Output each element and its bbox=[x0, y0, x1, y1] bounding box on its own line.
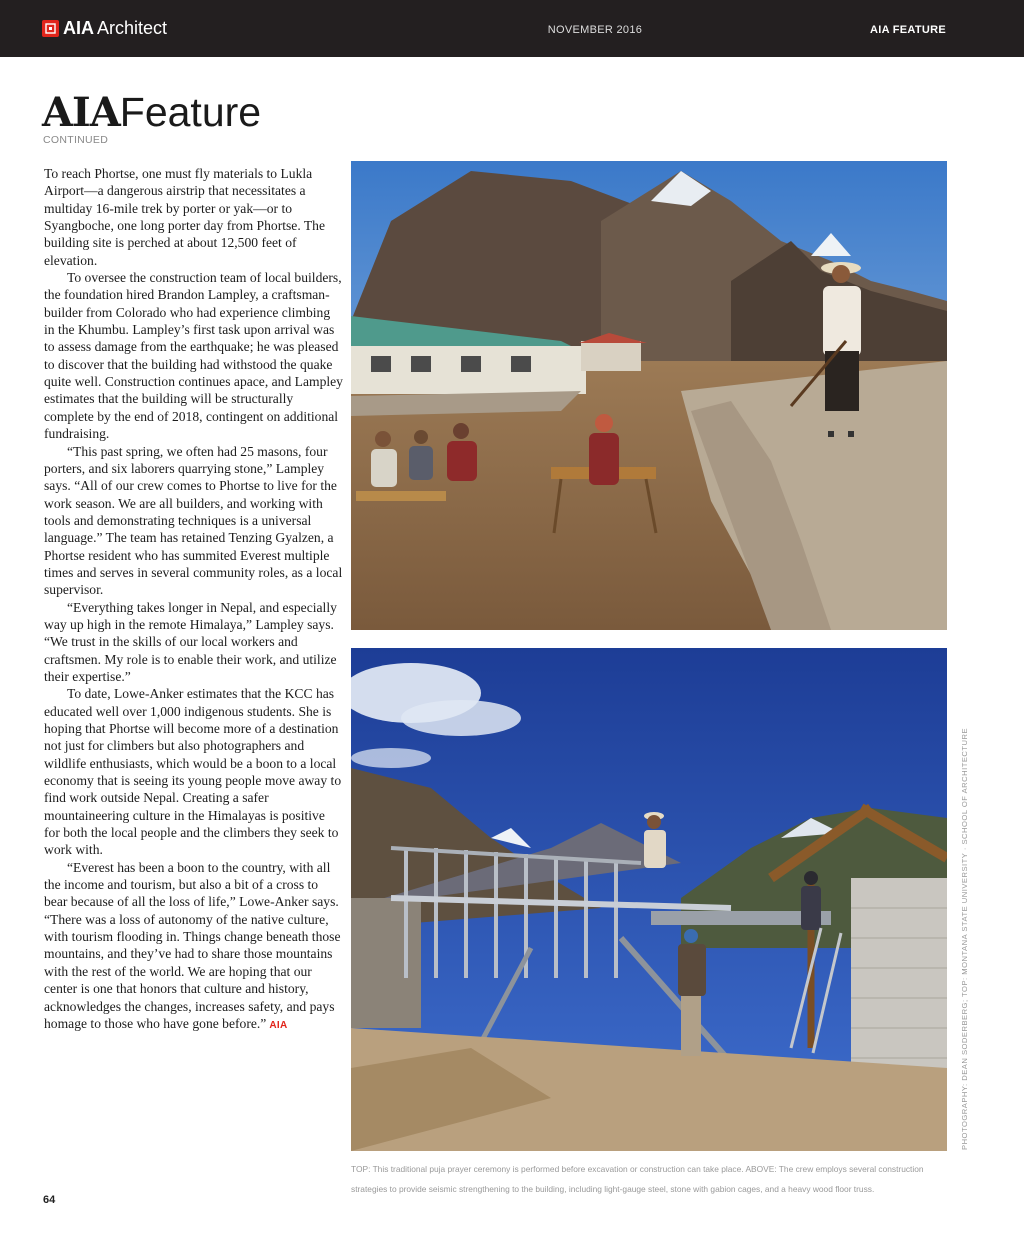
brand-aia: AIA bbox=[63, 17, 94, 38]
article-paragraph: To reach Phortse, one must fly materials to Lukla Airport—a dangerous airstrip that necessitates a multiday 16-mile trek by porter or yak—or to Syangboche, one long porter day from Phortse. The building site is perched at about 12,500 feet of elevation. bbox=[44, 166, 326, 268]
issue-date: NOVEMBER 2016 bbox=[547, 24, 643, 36]
photo-construction-crew bbox=[351, 648, 947, 1151]
article-paragraph: To oversee the construction team of local builders, the foundation hired Brandon Lampley, a craftsman-builder from Colorado who had experience climbing in the Khumbu. Lampley’s first task upon arrival was to assess damage from the earthquake; he was pleased to discover that the building had withstood the quake quite well. Construction continues apace, and Lampley estimates that the building will be structurally complete by the end of 2018, contingent on additional fundraising. bbox=[44, 270, 343, 442]
continued-label: CONTINUED bbox=[43, 134, 109, 146]
photo-caption: TOP: This traditional puja prayer ceremony is performed before excavation or construction can take place. ABOVE: The crew employs several construction strategies to provide seismic strengthening to the building, including light-gauge steel, stone with gabion cages, and a heavy wood floor truss. bbox=[351, 1164, 924, 1194]
aia-end-mark: AIA bbox=[269, 1019, 288, 1031]
photo-puja-ceremony bbox=[351, 161, 947, 630]
article-paragraph: To date, Lowe-Anker estimates that the KCC has educated well over 1,000 indigenous students. She is hoping that Phortse will become more of a destination not just for climbers but also photographers and wildlife enthusiasts, which would be a boon to a local economy that is seeing its young people move away to find work outside Nepal. Creating a safer mountaineering culture in the Himalayas is positive for both the local people and the climbers they seek to work with. bbox=[44, 686, 342, 858]
photo-credit: PHOTOGRAPHY: DEAN SODERBERG; TOP: MONTANA STATE UNIVERSITY · SCHOOL OF ARCHITECTURE bbox=[960, 727, 969, 1150]
page-number: 64 bbox=[43, 1194, 56, 1206]
article-paragraph-text: “Everest has been a boon to the country, with all the income and tourism, but also a bit of a cross to bear because of all the loss of life,” Lowe-Anker says. “There was a loss of autonomy of the native culture, with tourism flooding in. Things change beneath those mountains, and they’ve had to share those mountains with the rest of the world. We are hoping that our center is one that honors that culture and history, acknowledges the changes, increases safety, and pays homage to those who have gone before.” bbox=[44, 859, 341, 1031]
construction-crew-image bbox=[351, 648, 947, 1151]
puja-ceremony-image bbox=[351, 161, 947, 630]
masthead-bar bbox=[0, 0, 1024, 57]
section-label: AIA FEATURE bbox=[869, 24, 946, 36]
article-paragraph: “This past spring, we often had 25 masons, four porters, and six laborers quarrying stone,” Lampley says. “All of our crew comes to Phortse to live for the work season. We are all builders, and working with tools and demonstrating techniques is a universal language.” The team has retained Tenzing Gyalzen, a Phortse resident who has summited Everest multiple times and serves in several community roles, as a local supervisor. bbox=[44, 443, 343, 598]
feature-title-regular: Feature bbox=[119, 89, 262, 135]
feature-title-bold: AIA bbox=[42, 89, 120, 136]
feature-title bbox=[42, 88, 261, 137]
article-paragraph: “Everything takes longer in Nepal, and especially way up high in the remote Himalaya,” Lampley says. “We trust in the skills of our local workers and craftsmen. My role is to enable their work, and utilize their expertise.” bbox=[44, 599, 337, 684]
brand-architect: Architect bbox=[97, 17, 168, 38]
article-body bbox=[44, 165, 344, 1034]
article-paragraph-last bbox=[44, 859, 344, 1034]
